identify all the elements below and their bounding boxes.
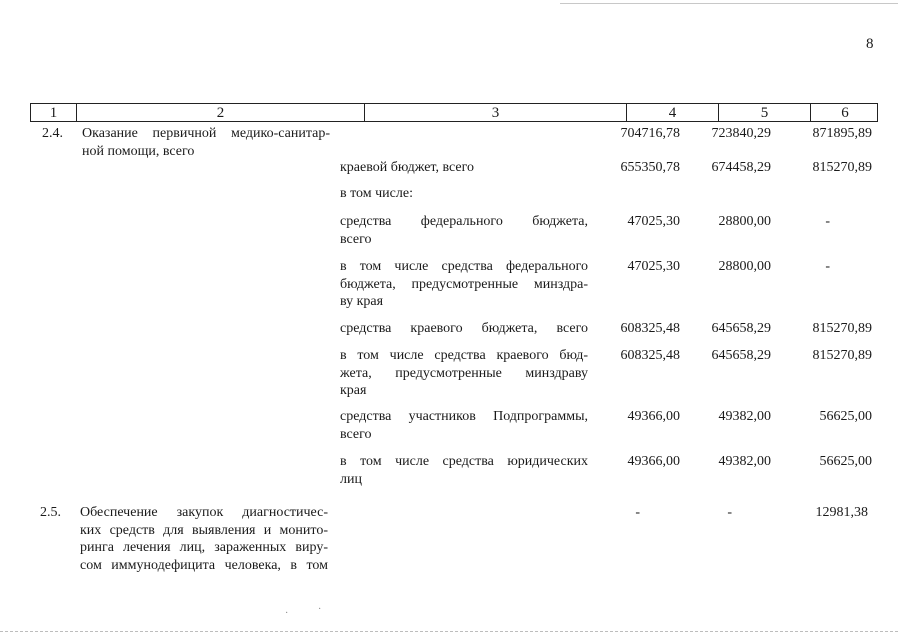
- funding-source: в том числе средства краевого бюд- жета, предусмотренные минздраву края: [340, 348, 588, 398]
- value-col-6: 815270,89: [812, 348, 872, 363]
- value-col-4: 49366,00: [627, 454, 680, 469]
- value-col-4: 47025,30: [627, 259, 680, 274]
- funding-source: краевой бюджет, всего: [340, 160, 475, 175]
- scan-speck: ·: [285, 608, 289, 619]
- value-col-4: 704716,78: [620, 126, 680, 141]
- row-number: 2.4.: [42, 126, 63, 141]
- value-col-6: 815270,89: [812, 321, 872, 336]
- value-col-6: 871895,89: [812, 126, 872, 141]
- header-col-1: 1: [31, 104, 77, 121]
- value-col-4: 47025,30: [627, 214, 680, 229]
- value-col-4: 49366,00: [627, 409, 680, 424]
- value-col-6: 12981,38: [815, 505, 868, 520]
- value-col-5: 28800,00: [718, 214, 771, 229]
- value-col-5: 49382,00: [718, 409, 771, 424]
- value-col-5: 723840,29: [711, 126, 771, 141]
- funding-source: в том числе средства федерального бюджета, предусмотренные минздра- ву края: [340, 259, 588, 309]
- value-col-5: -: [727, 505, 732, 520]
- row-name: Обеспечение закупок диагностичес- ких средств для выявления и монито- ринга лечения лиц, зараженных виру- сом иммунодефицита человека, в том: [80, 505, 328, 573]
- header-col-5: 5: [719, 104, 811, 121]
- funding-source: в том числе:: [340, 186, 413, 201]
- header-col-3: 3: [365, 104, 627, 121]
- header-col-2: 2: [77, 104, 365, 121]
- value-col-5: 49382,00: [718, 454, 771, 469]
- table-header-row: [30, 103, 878, 122]
- value-col-6: 56625,00: [819, 454, 872, 469]
- funding-source: средства федерального бюджета, всего: [340, 214, 588, 247]
- value-col-5: 645658,29: [711, 321, 771, 336]
- value-col-4: 655350,78: [620, 160, 680, 175]
- funding-source: в том числе средства юридических лиц: [340, 454, 588, 487]
- value-col-6: 56625,00: [819, 409, 872, 424]
- row-number: 2.5.: [40, 505, 61, 520]
- value-col-6: 815270,89: [812, 160, 872, 175]
- value-col-4: -: [635, 505, 640, 520]
- row-name: Оказание первичной медико-санитар- ной помощи, всего: [82, 126, 330, 159]
- header-col-6: 6: [841, 105, 849, 121]
- scan-edge-bottom: [0, 631, 898, 632]
- value-col-4: 608325,48: [620, 321, 680, 336]
- header-col-4: 4: [627, 104, 719, 121]
- value-col-5: 645658,29: [711, 348, 771, 363]
- value-col-6: -: [825, 259, 830, 274]
- value-col-6: -: [825, 214, 830, 229]
- scan-speck: ·: [318, 604, 322, 615]
- value-col-4: 608325,48: [620, 348, 680, 363]
- funding-source: средства краевого бюджета, всего: [340, 321, 588, 336]
- value-col-5: 674458,29: [711, 160, 771, 175]
- funding-source: средства участников Подпрограммы, всего: [340, 409, 588, 442]
- scan-edge-top: [560, 3, 898, 4]
- page-number: 8: [866, 36, 874, 52]
- value-col-5: 28800,00: [718, 259, 771, 274]
